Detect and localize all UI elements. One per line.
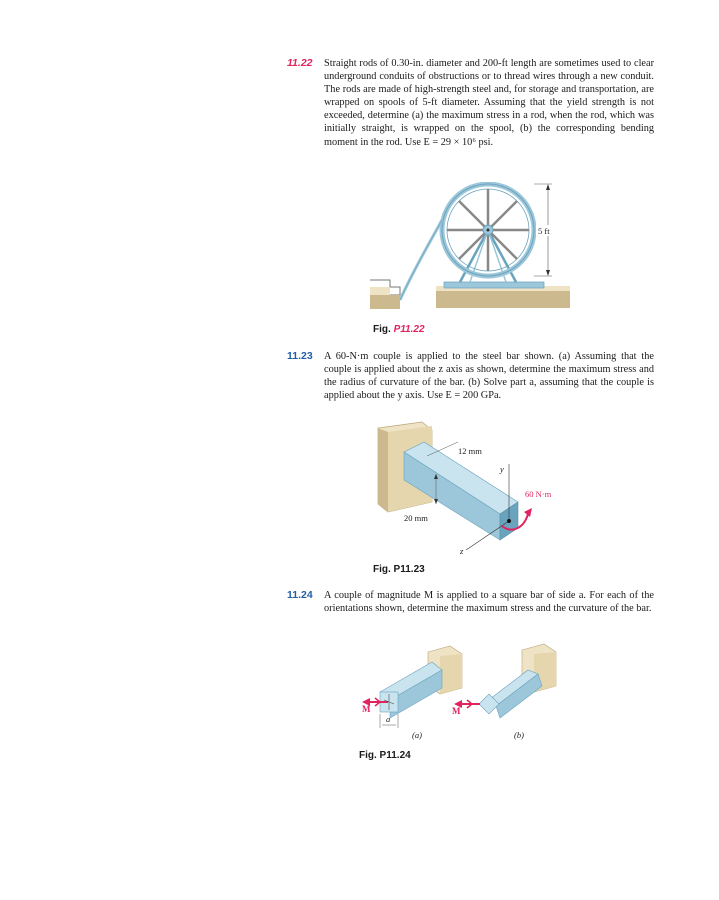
problem-number: 11.24 — [287, 589, 313, 601]
diameter-label: 5 ft — [538, 226, 550, 236]
moment-label-a: M — [362, 704, 371, 714]
fig-caption-p11-22 — [373, 324, 425, 335]
problem-11-23 — [287, 350, 654, 402]
side-label: a — [386, 714, 391, 724]
fig-caption-p11-23: Fig. P11.23 — [373, 564, 425, 575]
problem-number: 11.22 — [287, 57, 313, 69]
problem-number: 11.23 — [287, 350, 313, 362]
fig-caption-p11-24: Fig. P11.24 — [359, 750, 411, 761]
caption-prefix: Fig. — [373, 324, 394, 335]
problem-text: A couple of magnitude M is applied to a square bar of side a. For each of the orientations shown, determine the maximum stress and the curvature of the bar. — [324, 590, 654, 615]
y-axis-label: y — [500, 464, 504, 474]
depth-dimension: 12 mm — [458, 446, 482, 456]
problem-text: A 60-N·m couple is applied to the steel bar shown. (a) Assuming that the couple is applied about the z axis as shown, determine the maximum stress and the radius of curvature of the bar. (b) Solve part a, assuming that the couple is applied about the y axis. Use E = 200 GPa. — [324, 351, 654, 402]
problem-11-24 — [287, 589, 654, 615]
caption-number: P11.22 — [393, 324, 425, 335]
height-dimension: 20 mm — [404, 513, 428, 523]
moment-label: 60 N·m — [525, 489, 552, 499]
part-a-label: (a) — [412, 730, 422, 740]
spool-figure — [370, 182, 570, 312]
square-bar-figure — [358, 642, 578, 746]
steel-bar-figure — [372, 418, 572, 560]
moment-label-b: M — [452, 706, 461, 716]
problem-text: Straight rods of 0.30-in. diameter and 200-ft length are sometimes used to clear underground conduits of obstructions or to thread wires through a new conduit. The rods are made of high-strength steel and, for storage and transportation, are wrapped on spools of 5-ft diameter. Assuming that the yield strength is not exceeded, determine (a) the maximum stress in a rod, when the rod, which was initially straight, is wrapped on the spool, (b) the corresponding bending moment in the rod. Use E = 29 × 10⁶ psi. — [324, 58, 654, 148]
z-axis-label: z — [460, 546, 464, 556]
problem-11-22 — [287, 57, 654, 149]
part-b-label: (b) — [514, 730, 524, 740]
